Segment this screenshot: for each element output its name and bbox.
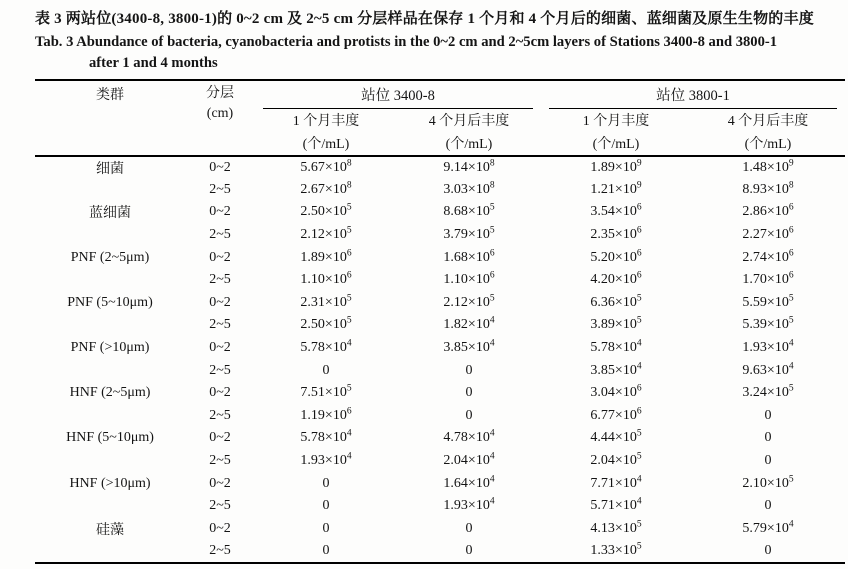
value-cell: $5.78\times 10^4$: [300, 338, 352, 356]
value-cell: $5.71\times 10^4$: [590, 496, 642, 514]
group-cell: 硅藻: [96, 522, 124, 538]
station-label-3800-1: 站位 3800-1: [549, 84, 837, 109]
layer-cell: 0~2: [209, 159, 231, 175]
value-cell: 0: [465, 385, 473, 401]
layer-cell: 0~2: [209, 294, 231, 310]
value-cell: 0: [764, 498, 772, 514]
station-header-3800-1: [541, 80, 845, 109]
value-cell: $5.78\times 10^4$: [590, 338, 642, 356]
value-cell: $3.89\times 10^5$: [590, 315, 642, 333]
col-header-4month-3400-line1: 4 个月后丰度: [428, 114, 510, 129]
table-body: [35, 156, 845, 563]
value-cell: $1.21\times 10^9$: [590, 180, 642, 197]
layer-cell: 0~2: [209, 204, 231, 220]
table-caption: [35, 8, 845, 74]
group-cell: [35, 405, 185, 428]
layer-cell: 2~5: [209, 542, 231, 558]
value-cell: 0: [322, 498, 330, 514]
value-cell: $1.89\times 10^6$: [300, 248, 352, 265]
col-header-layer-line2: (cm): [206, 106, 234, 121]
col-header-4month-3800-unit: (个/mL): [744, 137, 792, 152]
value-cell: $2.67\times 10^8$: [300, 180, 352, 197]
layer-cell: 0~2: [209, 430, 231, 446]
value-cell: $5.20\times 10^6$: [590, 248, 642, 265]
group-cell: [35, 540, 185, 563]
table-row: [35, 518, 845, 541]
layer-cell: 0~2: [209, 475, 231, 491]
table-row: [35, 405, 845, 428]
value-cell: $3.24\times 10^5$: [742, 383, 794, 401]
value-cell: $2.12\times 10^5$: [300, 225, 352, 243]
col-header-layer-line1: 分层: [206, 86, 234, 101]
layer-cell: 0~2: [209, 385, 231, 401]
value-cell: 0: [322, 542, 330, 558]
table-row: [35, 292, 845, 315]
value-cell: $1.93\times 10^4$: [742, 338, 794, 356]
table-row: [35, 359, 845, 382]
col-header-1month-3400-unit: (个/mL): [302, 137, 350, 152]
value-cell: 0: [764, 407, 772, 423]
layer-cell: 2~5: [209, 272, 231, 288]
value-cell: 0: [764, 430, 772, 446]
station-header-3400-8: [255, 80, 541, 109]
value-cell: $3.54\times 10^6$: [590, 202, 642, 220]
table-header: [35, 80, 845, 156]
value-cell: $1.33\times 10^5$: [590, 541, 642, 558]
group-cell: 蓝细菌: [89, 206, 131, 222]
value-cell: $2.31\times 10^5$: [300, 293, 352, 310]
table-row: [35, 427, 845, 450]
table-row: [35, 450, 845, 473]
value-cell: $9.14\times 10^8$: [443, 158, 495, 175]
caption-chinese: 表 3 两站位(3400-8, 3800-1)的 0~2 cm 及 2~5 cm 分层样品在保存 1 个月和 4 个月后的细菌、蓝细菌及原生生物的丰度: [35, 11, 814, 27]
group-cell: HNF (>10μm): [69, 475, 151, 491]
layer-cell: 2~5: [209, 498, 231, 514]
group-cell: PNF (5~10μm): [67, 294, 153, 310]
col-header-1month-3800: [541, 109, 691, 156]
group-cell: [35, 269, 185, 292]
group-cell: [35, 450, 185, 473]
layer-cell: 0~2: [209, 249, 231, 265]
value-cell: $4.44\times 10^5$: [590, 428, 642, 446]
col-header-4month-3800-line1: 4 个月后丰度: [727, 114, 809, 129]
group-cell: [35, 224, 185, 247]
value-cell: $1.48\times 10^9$: [742, 158, 794, 175]
value-cell: $1.70\times 10^6$: [742, 270, 794, 288]
value-cell: 0: [322, 520, 330, 536]
value-cell: 0: [465, 362, 473, 378]
group-cell: [35, 495, 185, 518]
value-cell: $2.27\times 10^6$: [742, 225, 794, 243]
table-row: [35, 224, 845, 247]
value-cell: 0: [465, 542, 473, 558]
value-cell: $2.04\times 10^4$: [443, 451, 495, 469]
layer-cell: 2~5: [209, 227, 231, 243]
table-row: [35, 246, 845, 269]
value-cell: 0: [465, 407, 473, 423]
value-cell: 0: [465, 520, 473, 536]
col-header-4month-3400-unit: (个/mL): [445, 137, 493, 152]
caption-english-line2: after 1 and 4 months: [89, 55, 218, 71]
caption-english: [35, 32, 845, 74]
value-cell: $2.74\times 10^6$: [742, 248, 794, 265]
col-header-1month-3800-unit: (个/mL): [592, 137, 640, 152]
value-cell: 0: [764, 542, 772, 558]
group-cell: HNF (5~10μm): [66, 430, 154, 446]
value-cell: $2.04\times 10^5$: [590, 451, 642, 469]
group-cell: 细菌: [96, 161, 124, 177]
abundance-table: [35, 79, 845, 564]
group-cell: [35, 179, 185, 202]
table-row: [35, 179, 845, 202]
value-cell: $8.93\times 10^8$: [742, 180, 794, 197]
value-cell: $9.63\times 10^4$: [742, 360, 794, 378]
group-cell: PNF (2~5μm): [70, 249, 150, 265]
value-cell: 0: [322, 362, 330, 378]
value-cell: $2.10\times 10^5$: [742, 473, 794, 491]
value-cell: $7.51\times 10^5$: [300, 383, 352, 401]
table-row: [35, 495, 845, 518]
value-cell: $1.82\times 10^4$: [443, 315, 495, 333]
value-cell: $5.59\times 10^5$: [742, 293, 794, 310]
table-row: [35, 314, 845, 337]
value-cell: $4.13\times 10^5$: [590, 519, 642, 536]
value-cell: $5.78\times 10^4$: [300, 428, 352, 446]
col-header-group: 类群: [35, 80, 185, 156]
value-cell: $3.85\times 10^4$: [590, 360, 642, 378]
table-row: [35, 337, 845, 360]
layer-cell: 0~2: [209, 340, 231, 356]
station-label-3400-8: 站位 3400-8: [263, 84, 533, 109]
value-cell: $4.20\times 10^6$: [590, 270, 642, 288]
value-cell: $2.35\times 10^6$: [590, 225, 642, 243]
value-cell: $3.03\times 10^8$: [443, 180, 495, 197]
value-cell: $2.12\times 10^5$: [443, 293, 495, 310]
col-header-1month-3400: [255, 109, 397, 156]
table-row: [35, 269, 845, 292]
value-cell: $8.68\times 10^5$: [443, 202, 495, 220]
table-row: [35, 472, 845, 495]
col-header-1month-3400-line1: 1 个月丰度: [292, 114, 360, 129]
value-cell: $5.79\times 10^4$: [742, 519, 794, 536]
table-row: [35, 201, 845, 224]
table-row: [35, 382, 845, 405]
value-cell: $6.36\times 10^5$: [590, 293, 642, 310]
layer-cell: 0~2: [209, 520, 231, 536]
value-cell: $6.77\times 10^6$: [590, 406, 642, 423]
value-cell: $2.86\times 10^6$: [742, 202, 794, 220]
caption-english-line1: Tab. 3 Abundance of bacteria, cyanobacteria and protists in the 0~2 cm and 2~5cm layers of Stations 3400-8 and 3800-1: [35, 34, 778, 50]
col-header-1month-3800-line1: 1 个月丰度: [582, 114, 650, 129]
value-cell: $2.50\times 10^5$: [300, 202, 352, 220]
col-header-layer: [185, 80, 255, 156]
group-cell: PNF (>10μm): [70, 340, 150, 356]
value-cell: $1.93\times 10^4$: [300, 451, 352, 469]
value-cell: $3.79\times 10^5$: [443, 225, 495, 243]
value-cell: $2.50\times 10^5$: [300, 315, 352, 333]
value-cell: $1.68\times 10^6$: [443, 248, 495, 265]
layer-cell: 2~5: [209, 181, 231, 197]
value-cell: $3.85\times 10^4$: [443, 338, 495, 356]
layer-cell: 2~5: [209, 407, 231, 423]
group-cell: [35, 314, 185, 337]
value-cell: $1.93\times 10^4$: [443, 496, 495, 514]
value-cell: $1.19\times 10^6$: [300, 406, 352, 423]
value-cell: $5.39\times 10^5$: [742, 315, 794, 333]
value-cell: $1.10\times 10^6$: [300, 270, 352, 288]
value-cell: $4.78\times 10^4$: [443, 428, 495, 446]
col-header-4month-3800: [691, 109, 845, 156]
value-cell: $7.71\times 10^4$: [590, 473, 642, 491]
value-cell: $5.67\times 10^8$: [300, 158, 352, 175]
value-cell: $1.64\times 10^4$: [443, 473, 495, 491]
layer-cell: 2~5: [209, 317, 231, 333]
value-cell: 0: [764, 453, 772, 469]
value-cell: $1.10\times 10^6$: [443, 270, 495, 288]
layer-cell: 2~5: [209, 362, 231, 378]
col-header-4month-3400: [397, 109, 541, 156]
layer-cell: 2~5: [209, 453, 231, 469]
group-cell: HNF (2~5μm): [69, 385, 151, 401]
group-cell: [35, 359, 185, 382]
table-row: [35, 540, 845, 563]
value-cell: $1.89\times 10^9$: [590, 158, 642, 175]
value-cell: $3.04\times 10^6$: [590, 383, 642, 401]
table-row: [35, 156, 845, 179]
value-cell: 0: [322, 475, 330, 491]
